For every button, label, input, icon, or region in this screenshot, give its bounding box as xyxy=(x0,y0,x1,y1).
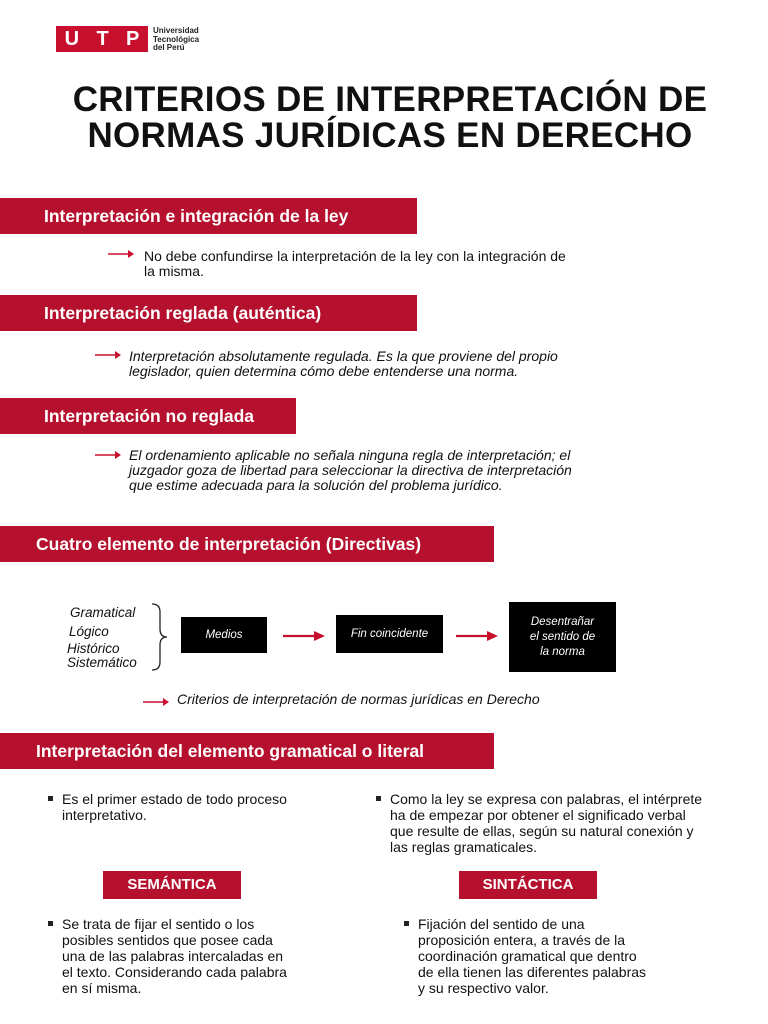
section-3-text xyxy=(129,448,649,493)
sintactica-line-4: de ella tienen las diferentes palabras xyxy=(418,964,647,980)
medios-box: Medios xyxy=(181,617,267,653)
logo-line-3: del Perú xyxy=(153,43,185,52)
bullet-icon xyxy=(404,921,409,926)
section-3-line-3: que estime adecuada para la solución del problema jurídico. xyxy=(129,477,503,493)
box-3-line-3: la norma xyxy=(540,645,585,658)
bullet-icon xyxy=(48,796,53,801)
fin-coincidente-box: Fin coincidente xyxy=(336,615,443,653)
sintactica-line-3: coordinación gramatical que dentro xyxy=(418,948,637,964)
section-heading-integracion: Interpretación e integración de la ley xyxy=(0,198,417,234)
logo-line-2: Tecnológica xyxy=(153,34,200,44)
section-3-line-1: El ordenamiento aplicable no señala ninguna regla de interpretación; el xyxy=(129,447,571,463)
element-sistematico: Sistemático xyxy=(67,655,137,670)
left-bullet-line-2: interpretativo. xyxy=(62,807,147,823)
arrow-right-icon xyxy=(95,350,121,360)
logo-letter-u: U xyxy=(64,27,80,50)
sintactica-line-5: y su respectivo valor. xyxy=(418,980,549,996)
arrow-right-icon xyxy=(108,249,134,259)
section-1-line-2: la misma. xyxy=(144,263,204,279)
directivas-caption: Criterios de interpretación de normas jurídicas en Derecho xyxy=(177,691,540,707)
page-title xyxy=(40,82,740,154)
list-item xyxy=(376,791,746,855)
logo-letter-p: P xyxy=(125,27,140,50)
list-item xyxy=(48,791,348,823)
arrow-right-icon xyxy=(283,629,325,647)
bullet-icon xyxy=(376,796,381,801)
section-heading-reglada: Interpretación reglada (auténtica) xyxy=(0,295,417,331)
logo-line-1: Universidad xyxy=(153,26,199,35)
left-bullet-line-1: Es el primer estado de todo proceso xyxy=(62,791,287,807)
arrow-right-icon xyxy=(143,697,169,707)
section-2-line-2: legislador, quien determina cómo debe entenderse una norma. xyxy=(129,363,519,379)
sintactica-label: SINTÁCTICA xyxy=(459,871,597,899)
sintactica-line-2: proposición entera, a través de la xyxy=(418,932,626,948)
semantica-line-5: en sí misma. xyxy=(62,980,142,996)
semantica-label: SEMÁNTICA xyxy=(103,871,241,899)
section-2-text xyxy=(129,349,629,379)
section-1-line-1: No debe confundirse la interpretación de la ley con la integración de xyxy=(144,248,566,264)
desentranar-box xyxy=(509,602,616,672)
section-1-text xyxy=(144,249,624,279)
semantica-line-2: posibles sentidos que posee cada xyxy=(62,932,273,948)
sintactica-line-1: Fijación del sentido de una xyxy=(418,916,585,932)
title-line-1: CRITERIOS DE INTERPRETACIÓN DE xyxy=(72,80,708,119)
section-3-line-2: juzgador goza de libertad para seleccionar la directiva de interpretación xyxy=(129,462,572,478)
box-3-line-1: Desentrañar xyxy=(530,615,595,628)
section-heading-gramatical: Interpretación del elemento gramatical o literal xyxy=(0,733,494,769)
section-2-line-1: Interpretación absolutamente regulada. Es la que proviene del propio xyxy=(129,348,558,364)
element-logico: Lógico xyxy=(69,624,109,639)
logo-university-name xyxy=(153,27,213,53)
right-bullet-line-3: que resulte de ellas, según su natural conexión y xyxy=(390,823,694,839)
utp-logo xyxy=(56,26,148,52)
right-bullet-line-2: ha de empezar por obtener el significado verbal xyxy=(390,807,686,823)
semantica-line-4: el texto. Considerando cada palabra xyxy=(62,964,287,980)
semantica-line-3: una de las palabras intercaladas en xyxy=(62,948,284,964)
curly-brace-icon xyxy=(148,602,168,677)
right-bullet-line-4: las reglas gramaticales. xyxy=(390,839,538,855)
element-historico: Histórico xyxy=(67,641,120,656)
element-gramatical: Gramatical xyxy=(70,605,136,620)
list-item xyxy=(48,916,348,996)
box-3-line-2: el sentido de xyxy=(529,630,596,643)
arrow-right-icon xyxy=(456,629,498,647)
logo-letter-t: T xyxy=(96,27,109,50)
semantica-line-1: Se trata de fijar el sentido o los xyxy=(62,916,255,932)
bullet-icon xyxy=(48,921,53,926)
arrow-right-icon xyxy=(95,450,121,460)
list-item xyxy=(404,916,744,996)
section-heading-no-reglada: Interpretación no reglada xyxy=(0,398,296,434)
title-line-2: NORMAS JURÍDICAS EN DERECHO xyxy=(87,116,693,155)
section-heading-cuatro-elementos: Cuatro elemento de interpretación (Directivas) xyxy=(0,526,494,562)
right-bullet-line-1: Como la ley se expresa con palabras, el intérprete xyxy=(390,791,703,807)
